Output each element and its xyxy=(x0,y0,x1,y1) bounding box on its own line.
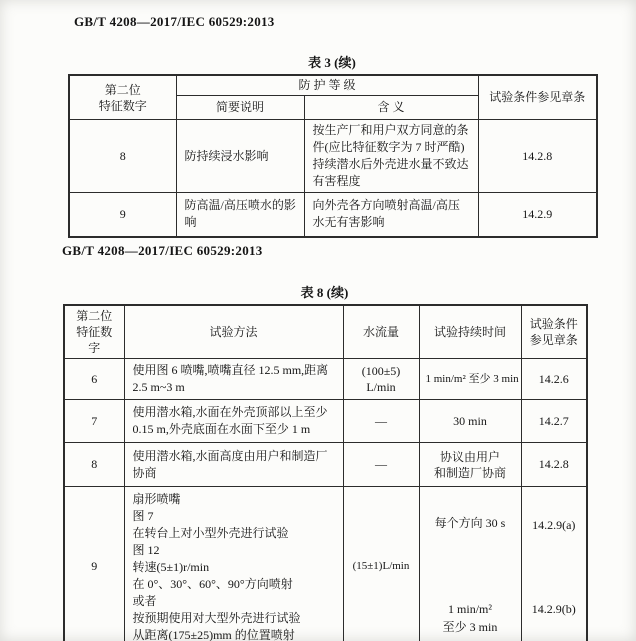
method-line: 在 0°、30°、60°、90°方向喷射 xyxy=(132,577,293,591)
flow-cell: (15±1)L/min xyxy=(343,487,419,641)
doc-code-top: GB/T 4208—2017/IEC 60529:2013 xyxy=(74,14,275,29)
method-line: 在转台上对小型外壳进行试验 xyxy=(132,526,289,540)
table8-header-clause-line2: 参见章条 xyxy=(529,333,578,347)
clause-cell xyxy=(521,487,587,641)
duration-direction-30s: 每个方向 30 s xyxy=(434,516,506,530)
duration-cell xyxy=(419,443,521,487)
meaning-cell: 向外壳各方向喷射高温/高压水无有害影响 xyxy=(304,193,478,237)
duration-cell: 30 min xyxy=(419,400,521,443)
table8-row-6 xyxy=(64,359,587,400)
digit-cell: 7 xyxy=(64,400,124,443)
method-line: 图 7 xyxy=(132,509,154,523)
duration-cell xyxy=(419,487,521,641)
clause-cell: 14.2.8 xyxy=(478,120,597,193)
flow-cell xyxy=(343,359,419,400)
flow-cell: — xyxy=(343,400,419,443)
table8-caption: 表 8 (续) xyxy=(300,285,349,300)
digit-cell: 8 xyxy=(64,443,124,487)
table8-header-duration: 试验持续时间 xyxy=(419,305,521,359)
flow-line2: L/min xyxy=(366,380,396,394)
table3-caption: 表 3 (续) xyxy=(308,55,356,70)
clause-cell: 14.2.7 xyxy=(521,400,587,443)
table3-header-meaning: 含 义 xyxy=(304,96,478,120)
table8-header-digit-line2: 特征数字 xyxy=(76,325,113,355)
method-line: 从距离(175±25)mm 的位置喷射 xyxy=(132,628,295,641)
duration-line2: 和制造厂协商 xyxy=(433,465,506,480)
flow-cell: — xyxy=(343,443,419,487)
table3-header-digit-line1: 第二位 xyxy=(104,82,141,97)
brief-cell: 防高温/高压喷水的影响 xyxy=(176,193,304,237)
method-line: 转速(5±1)r/min xyxy=(132,560,210,574)
table8-row-7 xyxy=(64,400,587,443)
table8-header-digit-line1: 第二位 xyxy=(76,309,113,323)
table3-header-clause: 试验条件参见章条 xyxy=(478,75,597,120)
table3-header-row-1 xyxy=(69,75,597,96)
doc-code-middle: GB/T 4208—2017/IEC 60529:2013 xyxy=(62,243,263,258)
method-line: 扇形喷嘴 xyxy=(132,492,181,506)
method-cell: 使用潜水箱,水面在外壳顶部以上至少 0.15 m,外壳底面在水面下至少 1 m xyxy=(124,400,343,443)
method-cell xyxy=(124,487,343,641)
clause-cell: 14.2.9 xyxy=(478,193,597,237)
table8-header-method: 试验方法 xyxy=(124,305,343,359)
table8-header-clause xyxy=(521,305,587,359)
clause-cell: 14.2.8 xyxy=(521,443,587,487)
table8-header-digit xyxy=(64,305,124,359)
table3-header-digit-line2: 特征数字 xyxy=(98,98,147,113)
table8 xyxy=(63,304,588,641)
table3 xyxy=(68,74,598,238)
digit-cell: 8 xyxy=(69,120,176,193)
clause-b: 14.2.9(b) xyxy=(531,602,576,616)
method-cell: 使用图 6 喷嘴,喷嘴直径 12.5 mm,距离 2.5 m~3 m xyxy=(124,359,343,400)
table8-row-9 xyxy=(64,487,587,641)
table8-header-clause-line1: 试验条件 xyxy=(529,317,578,331)
digit-cell: 6 xyxy=(64,359,124,400)
meaning-cell: 按生产厂和用户双方同意的条件(应比特征数字为 7 时严酷)持续潜水后外壳进水量不致达有害程度 xyxy=(304,120,478,193)
table8-row-8 xyxy=(64,443,587,487)
method-line: 按预期使用对大型外壳进行试验 xyxy=(132,611,301,625)
table8-header-flow: 水流量 xyxy=(343,305,419,359)
table8-header-row xyxy=(64,305,587,359)
table3-header-brief: 简要说明 xyxy=(176,96,304,120)
flow-line1: (100±5) xyxy=(361,364,401,378)
digit-cell: 9 xyxy=(64,487,124,641)
duration-cell: 1 min/m² 至少 3 min xyxy=(419,359,521,400)
clause-a: 14.2.9(a) xyxy=(532,518,576,532)
duration-1min-per-m2: 1 min/m² 至少 3 min xyxy=(442,602,498,634)
table3-header-digit xyxy=(69,75,176,120)
method-cell: 使用潜水箱,水面高度由用户和制造厂协商 xyxy=(124,443,343,487)
table3-row-8 xyxy=(69,120,597,193)
table3-header-protection-group: 防 护 等 级 xyxy=(176,75,478,96)
brief-cell: 防持续浸水影响 xyxy=(176,120,304,193)
digit-cell: 9 xyxy=(69,193,176,237)
clause-cell: 14.2.6 xyxy=(521,359,587,400)
table3-row-9 xyxy=(69,193,597,237)
duration-line1: 协议由用户 xyxy=(439,449,500,464)
method-line: 图 12 xyxy=(132,543,160,557)
method-line: 或者 xyxy=(132,594,157,608)
